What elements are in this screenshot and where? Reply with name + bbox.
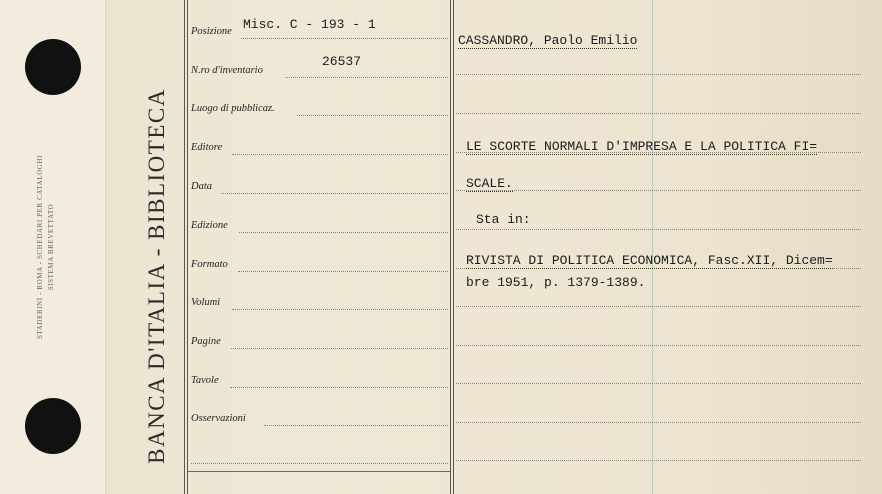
bottom-rule bbox=[188, 471, 450, 472]
entry-line bbox=[456, 460, 861, 461]
printer-imprint-line2: SISTEMA BREVETTATO bbox=[47, 203, 55, 291]
entry-title-line1-text: LE SCORTE NORMALI D'IMPRESA E LA POLITICA FI= bbox=[466, 139, 818, 154]
entry-line bbox=[456, 113, 861, 114]
entry-title-line2 bbox=[466, 176, 513, 191]
printer-imprint-line1: STADERINI - ROMA - SCHEDARI PER CATALOGHI bbox=[36, 154, 44, 340]
entry-source-line1 bbox=[466, 253, 833, 268]
field-column-rule bbox=[187, 0, 188, 494]
entry-line bbox=[456, 422, 861, 423]
label-editore: Editore bbox=[191, 142, 223, 153]
label-inventario: N.ro d'inventario bbox=[191, 65, 263, 76]
label-volumi: Volumi bbox=[191, 297, 221, 308]
entry-column-rule bbox=[450, 0, 451, 494]
entry-source-line2: bre 1951, p. 1379-1389. bbox=[466, 275, 646, 290]
entry-column-rule bbox=[453, 0, 454, 494]
field-line bbox=[285, 77, 448, 78]
entry-line bbox=[456, 345, 861, 346]
field-line bbox=[297, 115, 448, 116]
label-edizione: Edizione bbox=[191, 220, 228, 231]
label-luogo: Luogo di pubblicaz. bbox=[191, 103, 275, 114]
entry-author-text: CASSANDRO, Paolo Emilio bbox=[458, 33, 638, 48]
label-formato: Formato bbox=[191, 259, 228, 270]
field-line bbox=[191, 463, 448, 464]
field-line bbox=[231, 348, 448, 349]
entry-source-line1-text: RIVISTA DI POLITICA ECONOMICA, Fasc.XII, Dicem= bbox=[466, 253, 833, 268]
field-line bbox=[264, 425, 448, 426]
punch-hole-top bbox=[25, 39, 81, 95]
field-line bbox=[232, 154, 448, 155]
entry-line bbox=[456, 74, 861, 75]
label-pagine: Pagine bbox=[191, 336, 221, 347]
field-line bbox=[230, 387, 448, 388]
entry-title-line2-text: SCALE. bbox=[466, 176, 513, 191]
value-posizione: Misc. C - 193 - 1 bbox=[243, 17, 376, 32]
value-inventario: 26537 bbox=[322, 54, 362, 69]
field-line bbox=[238, 271, 448, 272]
field-line bbox=[241, 38, 448, 39]
entry-line bbox=[456, 383, 861, 384]
label-posizione: Posizione bbox=[191, 26, 232, 37]
punch-hole-bottom bbox=[25, 398, 81, 454]
label-data: Data bbox=[191, 181, 212, 192]
field-line bbox=[221, 193, 448, 194]
institution-name: BANCA D'ITALIA - BIBLIOTECA bbox=[144, 88, 169, 464]
field-line bbox=[232, 309, 448, 310]
field-column-rule bbox=[184, 0, 185, 494]
entry-title-line1 bbox=[466, 139, 817, 154]
label-tavole: Tavole bbox=[191, 375, 219, 386]
entry-line bbox=[456, 229, 861, 230]
entry-line bbox=[456, 306, 861, 307]
entry-sta-in: Sta in: bbox=[476, 212, 531, 227]
field-line bbox=[239, 232, 448, 233]
entry-author bbox=[458, 33, 637, 48]
entry-line bbox=[456, 190, 861, 191]
label-osservazioni: Osservazioni bbox=[191, 413, 246, 424]
